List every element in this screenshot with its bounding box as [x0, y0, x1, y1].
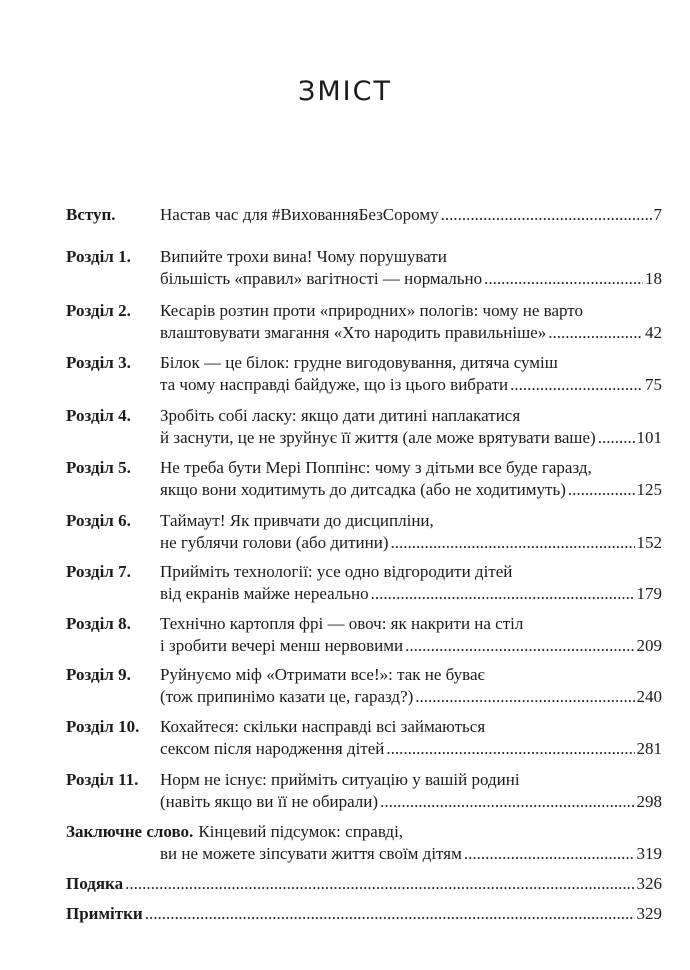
toc-entry-title: Норм не існує: прийміть ситуацію у вашій родині	[160, 770, 520, 789]
dot-leader	[405, 635, 634, 657]
dot-leader	[548, 322, 643, 344]
toc-entry-chapter-3[interactable]	[66, 352, 662, 396]
toc-entry-title-cont: влаштовувати змагання «Хто народить правильніше»	[160, 323, 547, 342]
toc-entry-label: Розділ 6.	[66, 511, 131, 530]
toc-entry-chapter-6[interactable]	[66, 510, 662, 554]
toc-entry-title-cont: сексом після народження дітей	[160, 739, 385, 758]
toc-entry-title: Випийте трохи вина! Чому порушувати	[160, 247, 447, 266]
dot-leader	[441, 204, 652, 226]
toc-entry-label: Розділ 1.	[66, 247, 131, 266]
toc-entry-label: Подяка	[66, 874, 124, 893]
toc-entry-thanks[interactable]	[66, 873, 662, 895]
toc-page-number: 329	[636, 904, 662, 923]
toc-entry-title-cont: і зробити вечері менш нервовими	[160, 636, 404, 655]
toc-entry-chapter-11[interactable]	[66, 769, 662, 813]
toc-entry-title: Кесарів розтин проти «природних» пологів: чому не варто	[160, 301, 584, 320]
dot-leader	[484, 268, 643, 290]
dot-leader	[568, 479, 635, 501]
toc-entry-label: Розділ 9.	[66, 665, 131, 684]
toc-entry-label: Розділ 2.	[66, 301, 131, 320]
toc-entry-title: Настав час для #ВихованняБезСорому	[160, 205, 439, 224]
dot-leader	[145, 903, 635, 925]
toc-entry-title-cont: та чому насправді байдуже, що із цього вибрати	[160, 375, 509, 394]
toc-page-number: 179	[636, 584, 662, 603]
toc-entry-title-cont: якщо вони ходитимуть до дитсадка (або не ходитимуть)	[160, 480, 566, 499]
toc-entry-label: Розділ 3.	[66, 353, 131, 372]
toc-entry-conclusion[interactable]	[66, 821, 662, 865]
toc-entry-chapter-9[interactable]	[66, 664, 662, 708]
toc-entry-chapter-2[interactable]	[66, 300, 662, 344]
dot-leader	[371, 583, 635, 605]
toc-entry-chapter-10[interactable]	[66, 716, 662, 760]
toc-entry-label: Заключне слово.	[66, 822, 194, 841]
toc-entry-label: Вступ.	[66, 205, 116, 224]
toc-entry-title-cont: (навіть якщо ви її не обирали)	[160, 792, 379, 811]
toc-page-number: 125	[636, 480, 662, 499]
toc-page-number: 319	[636, 844, 662, 863]
toc-entry-title: Кохайтеся: скільки насправді всі займаються	[160, 717, 486, 736]
dot-leader	[380, 791, 634, 813]
dot-leader	[510, 374, 643, 396]
toc-entry-title: Білок — це білок: грудне вигодовування, дитяча суміш	[160, 353, 558, 372]
toc-page-number: 101	[636, 428, 662, 447]
toc-page-number: 326	[636, 874, 662, 893]
toc-entry-label: Розділ 11.	[66, 770, 139, 789]
toc-entry-title: Таймаут! Як привчати до дисципліни,	[160, 511, 434, 530]
toc-entry-title: Руйнуємо міф «Отримати все!»: так не буває	[160, 665, 485, 684]
dot-leader	[598, 427, 635, 449]
toc-page-number: 42	[645, 323, 662, 342]
toc-page-number: 240	[636, 687, 662, 706]
toc-entry-title: Кінцевий підсумок: справді,	[198, 822, 404, 841]
dot-leader	[464, 843, 635, 865]
toc-entry-title: Зробіть собі ласку: якщо дати дитині наплакатися	[160, 406, 521, 425]
toc-entry-chapter-8[interactable]	[66, 613, 662, 657]
toc-entry-label: Розділ 5.	[66, 458, 131, 477]
toc-entry-chapter-1[interactable]	[66, 246, 662, 290]
toc-entry-title: Прийміть технології: усе одно відгородити дітей	[160, 562, 513, 581]
toc-entry-label: Розділ 4.	[66, 406, 131, 425]
dot-leader	[391, 532, 635, 554]
toc-entry-label: Примітки	[66, 904, 143, 923]
toc-entry-label: Розділ 8.	[66, 614, 131, 633]
toc-entry-title-cont: більшість «правил» вагітності — нормально	[160, 269, 483, 288]
dot-leader	[386, 738, 634, 760]
toc-entry-title: Не треба бути Мері Поппінс: чому з дітьми все буде гаразд,	[160, 458, 592, 477]
toc-page-number: 209	[636, 636, 662, 655]
toc-page-number: 75	[645, 375, 662, 394]
toc-page-number: 152	[636, 533, 662, 552]
toc-page-number: 7	[653, 205, 662, 224]
toc-page-number: 281	[636, 739, 662, 758]
dot-leader	[125, 873, 634, 895]
toc-entry-chapter-4[interactable]	[66, 405, 662, 449]
toc-entry-intro[interactable]	[66, 204, 662, 226]
toc-entry-title-cont: від екранів майже нереально	[160, 584, 369, 603]
toc-page-number: 18	[645, 269, 662, 288]
dot-leader	[415, 686, 634, 708]
toc-entry-title-cont: (тож припинімо казати це, гаразд?)	[160, 687, 414, 706]
toc-entry-title-cont: не гублячи голови (або дитини)	[160, 533, 389, 552]
toc-page-number: 298	[636, 792, 662, 811]
toc-entry-label: Розділ 10.	[66, 717, 140, 736]
page-title: ЗМІСТ	[298, 76, 392, 107]
toc-entry-notes[interactable]	[66, 903, 662, 925]
toc-entry-chapter-7[interactable]	[66, 561, 662, 605]
toc-entry-title-cont: ви не можете зіпсувати життя своїм дітям	[160, 844, 462, 863]
toc-entry-chapter-5[interactable]	[66, 457, 662, 501]
toc-entry-title-cont: й заснути, це не зруйнує її життя (але може врятувати ваше)	[160, 428, 596, 447]
toc-entry-label: Розділ 7.	[66, 562, 131, 581]
toc-entry-title: Технічно картопля фрі — овоч: як накрити на стіл	[160, 614, 524, 633]
